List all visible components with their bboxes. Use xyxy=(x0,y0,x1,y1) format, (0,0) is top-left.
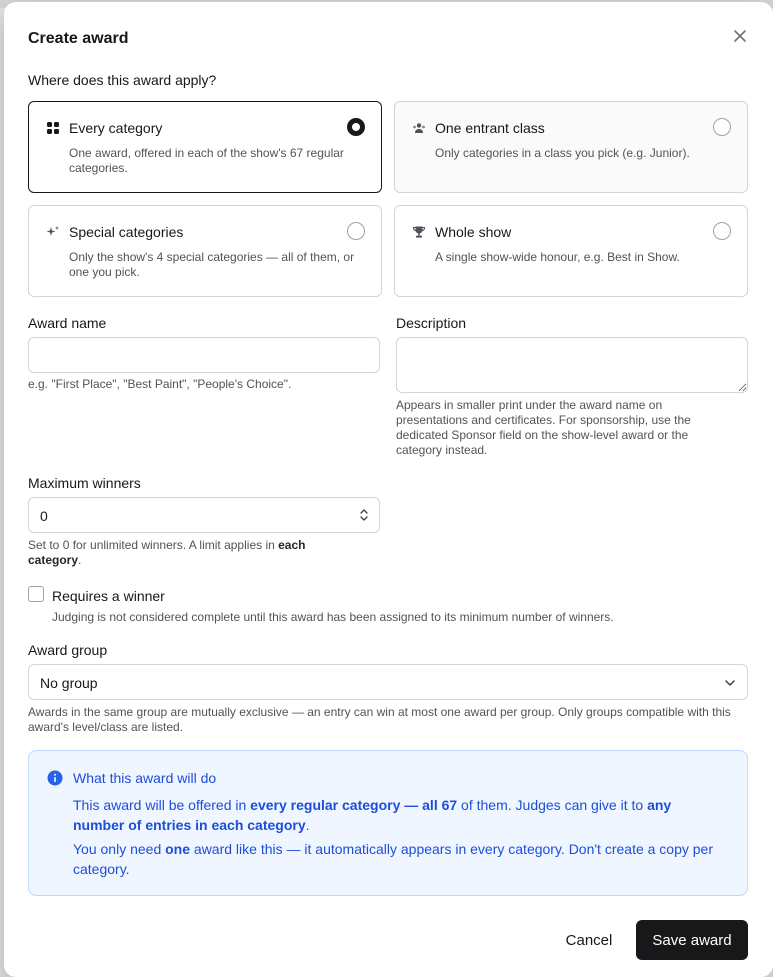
scope-option-special-categories[interactable] xyxy=(28,205,382,297)
max-winners-value: 0 xyxy=(40,508,48,524)
users-icon xyxy=(411,120,427,136)
description-textarea[interactable] xyxy=(396,337,748,393)
dialog-title: Create award xyxy=(28,30,129,47)
close-button[interactable] xyxy=(728,24,752,48)
radio-unselected[interactable] xyxy=(713,118,731,136)
info-emphasis: every regular category — all 67 xyxy=(250,797,458,813)
scope-option-whole-show[interactable] xyxy=(394,205,748,297)
requires-winner-label[interactable]: Requires a winner xyxy=(52,588,165,604)
info-text: This award will be offered in xyxy=(73,797,251,813)
info-callout xyxy=(28,750,748,896)
info-text: . xyxy=(305,817,310,833)
save-award-button[interactable]: Save award xyxy=(636,920,748,960)
sparkles-icon xyxy=(45,224,61,240)
description-help: Appears in smaller print under the award name on presentations and certificates. For sponsorship, use the dedicated Sponsor field on the show-level award or the category instead. xyxy=(396,398,691,457)
award-group-label: Award group xyxy=(28,642,108,658)
radio-unselected[interactable] xyxy=(347,222,365,240)
radio-unselected[interactable] xyxy=(713,222,731,240)
max-winners-label: Maximum winners xyxy=(28,475,141,491)
scope-option-every-category[interactable] xyxy=(28,101,382,193)
option-title: Special categories xyxy=(69,224,184,240)
option-title: Every category xyxy=(69,120,163,136)
award-group-help: Awards in the same group are mutually exclusive — an entry can win at most one award per group. Only groups compatible with this award's level/class are listed. xyxy=(28,705,731,734)
option-title: Whole show xyxy=(435,224,512,240)
option-description: One award, offered in each of the show's 67 regular categories. xyxy=(69,146,344,175)
close-icon xyxy=(733,29,747,43)
info-emphasis: any number of entries in each category xyxy=(73,797,672,833)
option-description: Only the show's 4 special categories — all of them, or one you pick. xyxy=(69,250,355,279)
help-text: Set to 0 for unlimited winners. A limit applies in xyxy=(28,538,279,552)
max-winners-input[interactable] xyxy=(28,497,380,533)
trophy-icon xyxy=(411,224,427,240)
scope-question: Where does this award apply? xyxy=(28,72,217,88)
info-title: What this award will do xyxy=(73,770,217,786)
requires-winner-checkbox[interactable] xyxy=(28,586,44,602)
requires-winner-help: Judging is not considered complete until this award has been assigned to its minimum number of winners. xyxy=(52,610,614,624)
scope-option-one-entrant-class[interactable] xyxy=(394,101,748,193)
info-paragraph-note xyxy=(73,839,723,879)
option-description: A single show-wide honour, e.g. Best in Show. xyxy=(435,250,680,264)
info-emphasis: one xyxy=(165,841,191,857)
radio-selected[interactable] xyxy=(347,118,365,136)
option-title: One entrant class xyxy=(435,120,545,136)
award-name-help: e.g. "First Place", "Best Paint", "People's Choice". xyxy=(28,377,292,391)
spinner-icon[interactable] xyxy=(359,507,369,523)
help-text: . xyxy=(78,553,82,567)
chevron-down-icon xyxy=(723,676,737,690)
create-award-dialog xyxy=(4,2,773,977)
info-icon xyxy=(47,770,63,786)
award-name-label: Award name xyxy=(28,315,107,331)
grid-icon xyxy=(45,120,61,136)
help-emphasis: each category xyxy=(28,538,306,567)
award-name-input[interactable] xyxy=(28,337,380,373)
info-text: award like this — it automatically appears in every category. Don't create a copy per category. xyxy=(73,841,714,877)
cancel-button[interactable]: Cancel xyxy=(552,920,626,960)
option-description: Only categories in a class you pick (e.g. Junior). xyxy=(435,146,690,160)
award-group-value: No group xyxy=(40,675,98,691)
award-group-select[interactable] xyxy=(28,664,748,700)
info-text: You only need xyxy=(73,841,166,857)
max-winners-help xyxy=(28,538,358,568)
description-label: Description xyxy=(396,315,467,331)
info-text: of them. Judges can give it to xyxy=(457,797,648,813)
info-paragraph-scope xyxy=(73,795,723,835)
